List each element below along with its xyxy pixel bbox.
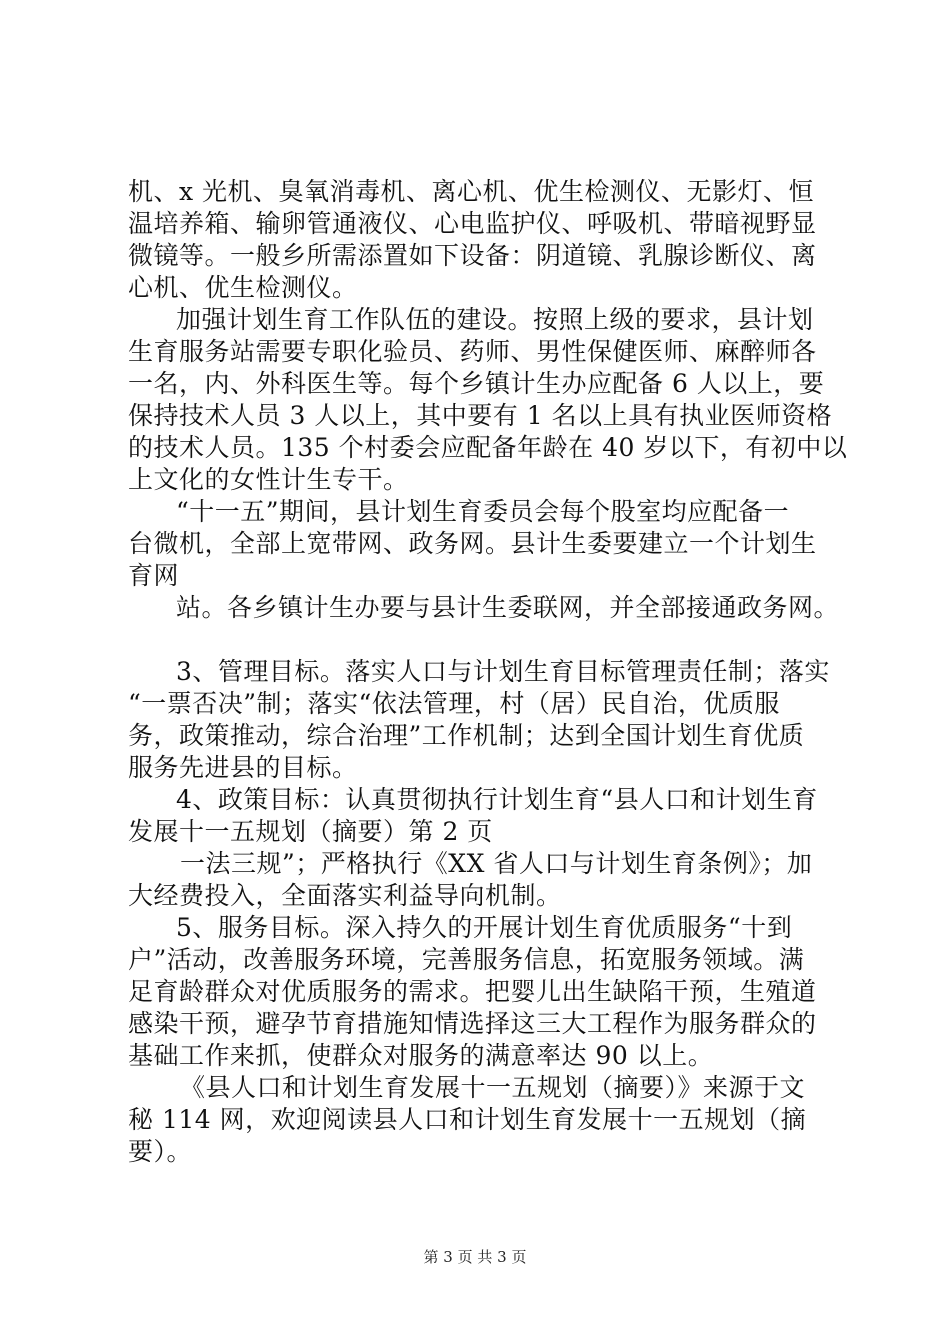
text-line: 一法三规”；严格执行《XX 省人口与计划生育条例》；加 [180,849,813,878]
text-line: 一名，内、外科医生等。每个乡镇计生办应配备 6 人以上，要 [128,369,825,398]
text-line: 上文化的女性计生专干。 [128,465,409,494]
text-line: 心机、优生检测仪。 [128,273,358,302]
text-line: 户”活动，改善服务环境，完善服务信息，拓宽服务领域。满 [128,945,805,974]
text-line: “十一五”期间，县计划生育委员会每个股室均应配备一 [176,497,790,526]
text-line: 5、服务目标。深入持久的开展计划生育优质服务“十到 [176,913,793,942]
text-line: 保持技术人员 3 人以上，其中要有 1 名以上具有执业医师资格 [128,401,833,430]
text-line: 感染干预，避孕节育措施知情选择这三大工程作为服务群众的 [128,1009,817,1038]
text-line: 发展十一五规划（摘要）第 2 页 [128,817,493,846]
text-line: 大经费投入，全面落实利益导向机制。 [128,881,562,910]
text-line: 基础工作来抓，使群众对服务的满意率达 90 以上。 [128,1041,714,1070]
text-line: 微镜等。一般乡所需添置如下设备：阴道镜、乳腺诊断仪、离 [128,241,817,270]
text-line: 3、管理目标。落实人口与计划生育目标管理责任制；落实 [176,657,830,686]
text-line: 秘 114 网，欢迎阅读县人口和计划生育发展十一五规划（摘 [128,1105,807,1134]
text-line: 足育龄群众对优质服务的需求。把婴儿出生缺陷干预，生殖道 [128,977,817,1006]
text-line: 台微机，全部上宽带网、政务网。县计生委要建立一个计划生 [128,529,817,558]
text-line: 4、政策目标：认真贯彻执行计划生育“县人口和计划生育 [176,785,818,814]
text-line: 加强计划生育工作队伍的建设。按照上级的要求，县计划 [176,305,814,334]
text-line: 生育服务站需要专职化验员、药师、男性保健医师、麻醉师各 [128,337,817,366]
page-number-footer: 第 3 页 共 3 页 [423,1248,527,1266]
text-line: 服务先进县的目标。 [128,753,358,782]
text-line: 站。各乡镇计生办要与县计生委联网，并全部接通政务网。 [176,593,840,622]
text-line: 的技术人员。135 个村委会应配备年龄在 40 岁以下，有初中以 [128,433,848,462]
text-line: 机、x 光机、臭氧消毒机、离心机、优生检测仪、无影灯、恒 [128,177,815,206]
text-line: 温培养箱、输卵管通液仪、心电监护仪、呼吸机、带暗视野显 [128,209,817,238]
text-line: “一票否决”制；落实“依法管理，村（居）民自治，优质服 [128,689,780,718]
text-line: 务，政策推动，综合治理”工作机制；达到全国计划生育优质 [128,721,805,750]
text-line: 育网 [128,561,180,590]
text-line: 《县人口和计划生育发展十一五规划（摘要）》来源于文 [180,1073,806,1102]
text-line: 要）。 [128,1137,193,1166]
